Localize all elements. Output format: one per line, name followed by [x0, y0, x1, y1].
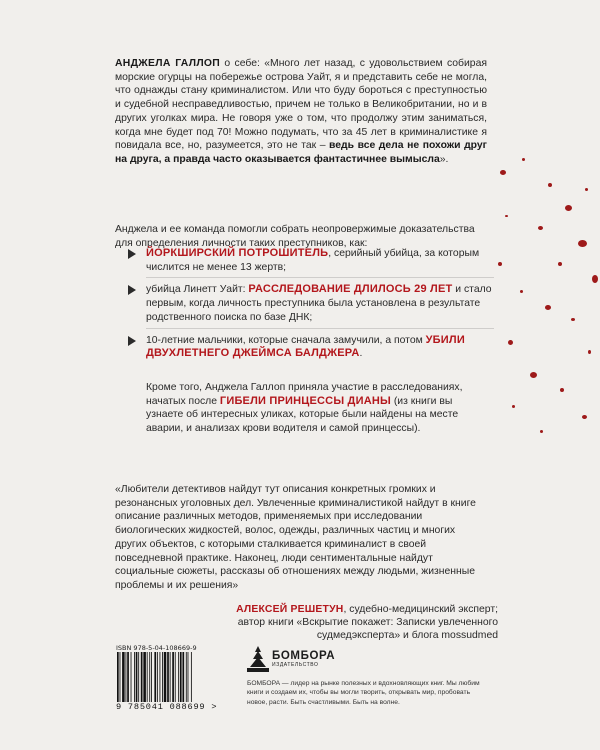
triangle-bullet-icon: [128, 336, 136, 346]
triangle-bullet-icon: [128, 249, 136, 259]
barcode-digits: 9 785041 088699 >: [116, 702, 218, 712]
highlight-text: ГИБЕЛИ ПРИНЦЕССЫ ДИАНЫ: [219, 394, 391, 407]
highlight-text: УБИЛИ ДВУХЛЕТНЕГО ДЖЕЙМСА БАЛДЖЕРА: [146, 333, 465, 360]
intro-emphasis: ведь все дела не похожи друг на друга, а правда часто оказывается фантастичнее вымысла: [115, 140, 487, 165]
divider: [146, 328, 494, 329]
evidence-paragraph: Анджела и ее команда помогли собрать неопровержимые доказательства для определения личности таких преступников, как:: [115, 224, 475, 249]
review-signature: АЛЕКСЕЙ РЕШЕТУН, судебно-медицинский эксперт; автор книги «Вскрытие покажет: Записки увлеченного судмедэксперта» и блога mossudmed: [236, 604, 498, 641]
reviewer-name: АЛЕКСЕЙ РЕШЕТУН: [236, 604, 344, 615]
isbn-label: ISBN 978-5-04-108669-9: [116, 644, 197, 652]
author-name: АНДЖЕЛА ГАЛЛОП: [115, 58, 221, 69]
bombora-logo-icon: [247, 646, 269, 672]
list-item: убийца Линетт Уайт: РАССЛЕДОВАНИЕ ДЛИЛОСЬ 29 ЛЕТ и стало первым, когда личность преступника была установлена в результате родственного поиска по базе ДНК;: [124, 283, 494, 324]
triangle-bullet-icon: [128, 285, 136, 295]
review-quote: «Любители детективов найдут тут описания конкретных громких и резонансных уголовных дел. Увлеченные криминалистикой найдут в книге описание различных методов, применяемых при исследовании биологических жидкостей, волос, одежды, различных частиц и многих других объектов, с которыми сталкивается криминалист в своей повседневной практике. Наконец, люди сентиментальные найдут социальные сюжеты, рассказы об отношениях между людьми, жизненные проблемы и их решения»: [115, 484, 476, 591]
publisher-name: БОМБОРА: [272, 650, 336, 662]
intro-end: ».: [439, 153, 449, 165]
barcode: [116, 652, 220, 702]
diana-paragraph: Кроме того, Анджела Галлоп приняла участие в расследованиях, начатых после ГИБЕЛИ ПРИНЦЕССЫ ДИАНЫ (из книги вы узнаете об интересных уликах, которые были найдены на месте аварии, и анализах крови водителя и самой принцессы).: [146, 382, 463, 435]
publisher-subtitle: ИЗДАТЕЛЬСТВО: [272, 662, 319, 668]
intro-text: о себе: «Много лет назад, с удовольствием собирая морские огурцы на побережье острова Уайт, я и представить себе не могла, что однажды стану криминалистом. Или что буду бороться с преступностью и судебной несправедливостью, причем не только в Великобритании, но и в других уголках мира. Не говоря уже о том, что продолжу этим заниматься, когда мне будет под 70! Можно подумать, что за 45 лет в криминалистике я повидала все, но, разумеется, это не так –: [115, 58, 487, 152]
list-item: 10-летние мальчики, которые сначала замучили, а потом УБИЛИ ДВУХЛЕТНЕГО ДЖЕЙМСА БАЛДЖЕРА.: [124, 334, 494, 361]
list-item: ЙОРКШИРСКИЙ ПОТРОШИТЕЛЬ, серийный убийца, за которым числится не менее 13 жертв;: [124, 247, 494, 274]
divider: [146, 277, 494, 278]
author-intro: [115, 57, 487, 167]
publisher-description: БОМБОРА — лидер на рынке полезных и вдохновляющих книг. Мы любим книги и создаем их, чтобы вы могли творить, открывать мир, пробовать новое, расти. Быть счастливыми. Быть на волне.: [247, 680, 480, 706]
criminals-list: [124, 241, 494, 361]
highlight-text: ЙОРКШИРСКИЙ ПОТРОШИТЕЛЬ: [146, 247, 329, 259]
highlight-text: РАССЛЕДОВАНИЕ ДЛИЛОСЬ 29 ЛЕТ: [248, 283, 453, 296]
